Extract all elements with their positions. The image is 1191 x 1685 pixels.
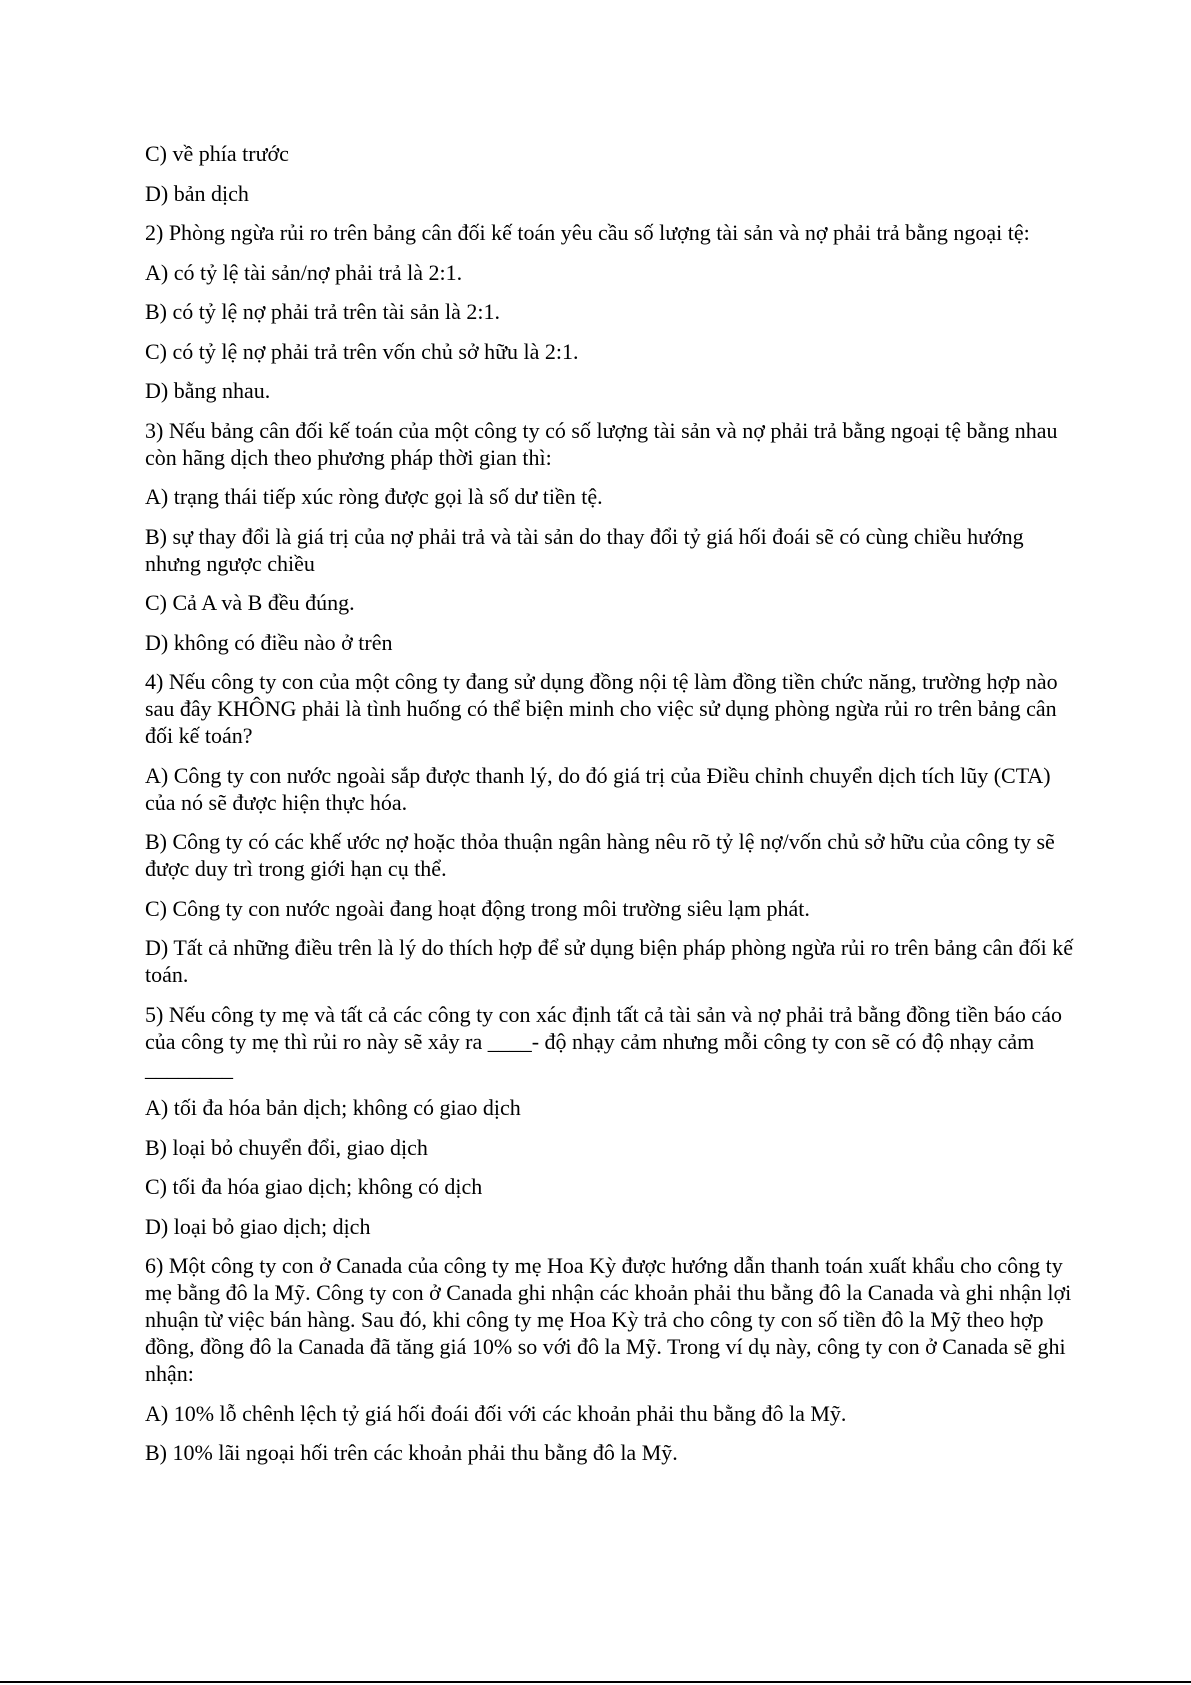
option-4b: B) Công ty có các khế ước nợ hoặc thỏa thuận ngân hàng nêu rõ tỷ lệ nợ/vốn chủ sở hữu của công ty sẽ được duy trì trong giới hạn cụ thể.: [145, 829, 1055, 881]
question-2: 2) Phòng ngừa rủi ro trên bảng cân đối kế toán yêu cầu số lượng tài sản và nợ phải trả bằng ngoại tệ:: [145, 220, 1030, 245]
option-3c: C) Cả A và B đều đúng.: [145, 590, 355, 615]
question-5: 5) Nếu công ty mẹ và tất cả các công ty con xác định tất cả tài sản và nợ phải trả bằng đồng tiền báo cáo của công ty mẹ thì rủi ro này sẽ xảy ra ____- độ nhạy cảm nhưng mỗi công ty con sẽ có độ nhạy cảm ________: [145, 1001, 1062, 1081]
option-6b: B) 10% lãi ngoại hối trên các khoản phải thu bằng đô la Mỹ.: [145, 1440, 678, 1465]
option-4c: C) Công ty con nước ngoài đang hoạt động trong môi trường siêu lạm phát.: [145, 895, 810, 921]
option-5a: A) tối đa hóa bản dịch; không có giao dịch: [145, 1095, 521, 1120]
option-3b: B) sự thay đổi là giá trị của nợ phải trả và tài sản do thay đổi tỷ giá hối đoái sẽ có cùng chiều hướng nhưng ngược chiều: [145, 523, 1024, 576]
option-2a: A) có tỷ lệ tài sản/nợ phải trả là 2:1.: [145, 259, 463, 285]
option-2d: D) bằng nhau.: [145, 378, 271, 403]
option-2c: C) có tỷ lệ nợ phải trả trên vốn chủ sở hữu là 2:1.: [145, 338, 579, 364]
document-page: [145, 140, 1073, 1479]
option-3d: D) không có điều nào ở trên: [145, 629, 393, 655]
option-5d: D) loại bỏ giao dịch; dịch: [145, 1213, 371, 1239]
page-bottom-rule: [0, 1681, 1191, 1683]
question-3: 3) Nếu bảng cân đối kế toán của một công ty có số lượng tài sản và nợ phải trả bằng ngoại tệ bằng nhau còn hãng dịch theo phương pháp thời gian thì:: [145, 417, 1058, 470]
option-1c: C) về phía trước: [145, 141, 289, 166]
option-3a: A) trạng thái tiếp xúc ròng được gọi là số dư tiền tệ.: [145, 484, 603, 509]
question-6: 6) Một công ty con ở Canada của công ty mẹ Hoa Kỳ được hướng dẫn thanh toán xuất khẩu cho công ty mẹ bằng đô la Mỹ. Công ty con ở Canada ghi nhận các khoản phải thu bằng đô la Canada và ghi nhận lợi nhuận từ việc bán hàng. Sau đó, khi công ty mẹ Hoa Kỳ trả cho công ty con số tiền đô la Mỹ theo hợp đồng, đồng đô la Canada đã tăng giá 10% so với đô la Mỹ. Trong ví dụ này, công ty con ở Canada sẽ ghi nhận:: [145, 1253, 1072, 1386]
option-5b: B) loại bỏ chuyển đổi, giao dịch: [145, 1134, 428, 1160]
question-4: 4) Nếu công ty con của một công ty đang sử dụng đồng nội tệ làm đồng tiền chức năng, trường hợp nào sau đây KHÔNG phải là tình huống có thể biện minh cho việc sử dụng phòng ngừa rủi ro trên bảng cân đối kế toán?: [145, 669, 1058, 748]
option-4a: A) Công ty con nước ngoài sắp được thanh lý, do đó giá trị của Điều chỉnh chuyển dịch tích lũy (CTA) của nó sẽ được hiện thực hóa.: [145, 762, 1051, 815]
option-5c: C) tối đa hóa giao dịch; không có dịch: [145, 1174, 483, 1199]
option-1d: D) bản dịch: [145, 180, 249, 206]
option-4d: D) Tất cả những điều trên là lý do thích hợp để sử dụng biện pháp phòng ngừa rủi ro trên bảng cân đối kế toán.: [145, 935, 1073, 987]
option-6a: A) 10% lỗ chênh lệch tỷ giá hối đoái đối với các khoản phải thu bằng đô la Mỹ.: [145, 1400, 847, 1426]
option-2b: B) có tỷ lệ nợ phải trả trên tài sản là 2:1.: [145, 299, 500, 324]
